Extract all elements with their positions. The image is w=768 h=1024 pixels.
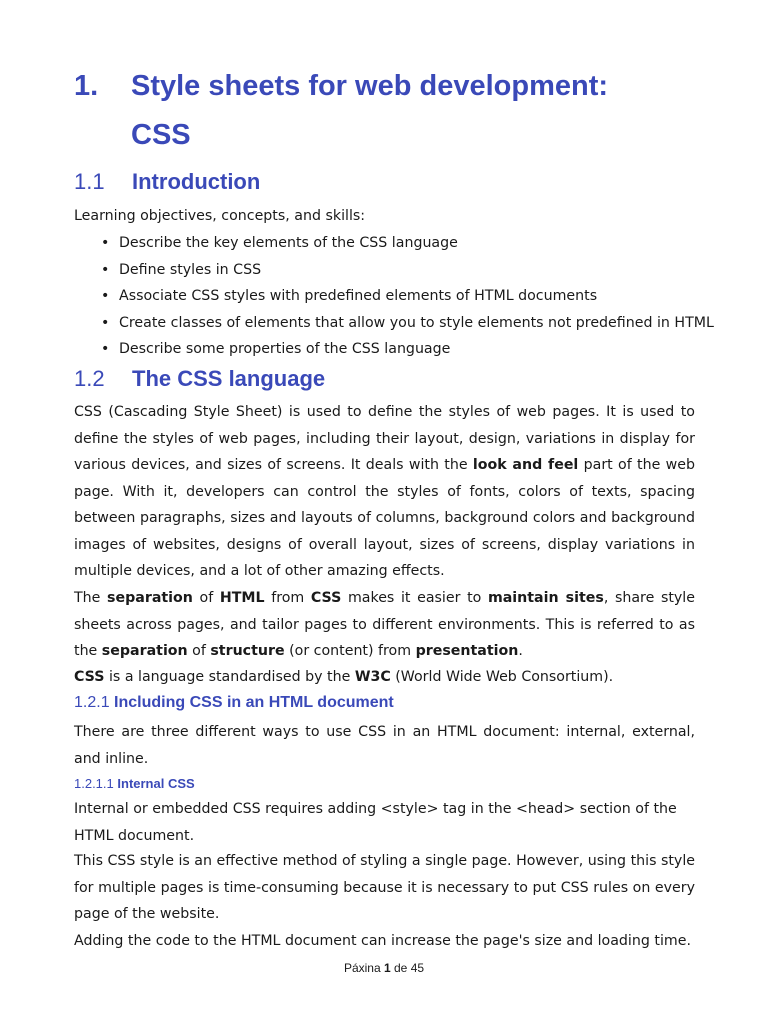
subsection-number: 1.2.1: [74, 694, 110, 711]
list-item: [74, 336, 714, 363]
list-item: [74, 257, 714, 284]
objectives-intro: Learning objectives, concepts, and skills:: [74, 208, 366, 224]
list-item: [74, 230, 714, 257]
section-title: Introduction: [132, 169, 261, 194]
separation-paragraph: The separation of HTML from CSS makes it easier to maintain sites, share style sheets across pages, and tailor pages to different environments. This is referred to as the separation of structure (or content) from presentation.: [74, 590, 695, 659]
w3c-paragraph: CSS is a language standardised by the W3C (World Wide Web Consortium).: [74, 669, 614, 685]
list-item-text: Define styles in CSS: [119, 261, 262, 278]
bullet-icon: •: [101, 235, 110, 251]
internal-css-paragraph-1: Internal or embedded CSS requires adding <style> tag in the <head> section of the HTML document.: [74, 801, 677, 844]
objectives-list: [74, 230, 714, 363]
bullet-icon: •: [101, 314, 110, 331]
subsection-heading-including-css: [74, 694, 394, 712]
css-definition-paragraph: CSS (Cascading Style Sheet) is used to define the styles of web pages. It is used to define the styles of web pages, including their layout, design, variations in display for various devices, and sizes of screens. It deals with the look and feel part of the web page. With it, developers can control the styles of fonts, colors of texts, spacing between paragraphs, sizes and layouts of columns, background colors and background images of websites, designs of overall layout, sizes of screens, display variations in multiple devices, and a lot of other amazing effects.: [74, 404, 695, 579]
subsubsection-heading-internal-css: [74, 776, 195, 791]
total-pages: 45: [410, 961, 425, 975]
bullet-icon: •: [101, 341, 110, 357]
chapter-title-line2: CSS: [131, 119, 191, 151]
list-item-text: Associate CSS styles with predefined elements of HTML documents: [119, 288, 598, 304]
chapter-number: 1.: [74, 70, 99, 102]
internal-css-paragraph-3: Adding the code to the HTML document can increase the page's size and loading time.: [74, 933, 691, 949]
subsection-title: Including CSS in an HTML document: [114, 694, 394, 711]
section-number: 1.1: [74, 169, 105, 194]
subsubsection-title: Internal CSS: [117, 776, 195, 791]
current-page-number: 1: [383, 961, 391, 975]
list-item-text: Describe the key elements of the CSS language: [119, 235, 458, 251]
bullet-icon: •: [101, 288, 110, 304]
section-number: 1.2: [74, 366, 105, 391]
section-title: The CSS language: [132, 366, 326, 391]
internal-css-paragraph-2: This CSS style is an effective method of styling a single page. However, using this style for multiple pages is time-consuming because it is necessary to put CSS rules on every page of the website.: [74, 853, 695, 922]
page-footer: Páxina 1 de 45: [343, 961, 425, 975]
three-ways-paragraph: There are three different ways to use CSS in an HTML document: internal, external, and inline.: [74, 724, 695, 767]
chapter-title-line1: Style sheets for web development:: [131, 70, 609, 102]
bullet-icon: •: [101, 261, 110, 278]
list-item: [74, 310, 714, 337]
list-item-text: Describe some properties of the CSS language: [119, 341, 451, 357]
list-item: [74, 283, 714, 310]
subsubsection-number: 1.2.1.1: [74, 776, 114, 791]
list-item-text: Create classes of elements that allow you to style elements not predefined in HTML: [119, 314, 714, 331]
